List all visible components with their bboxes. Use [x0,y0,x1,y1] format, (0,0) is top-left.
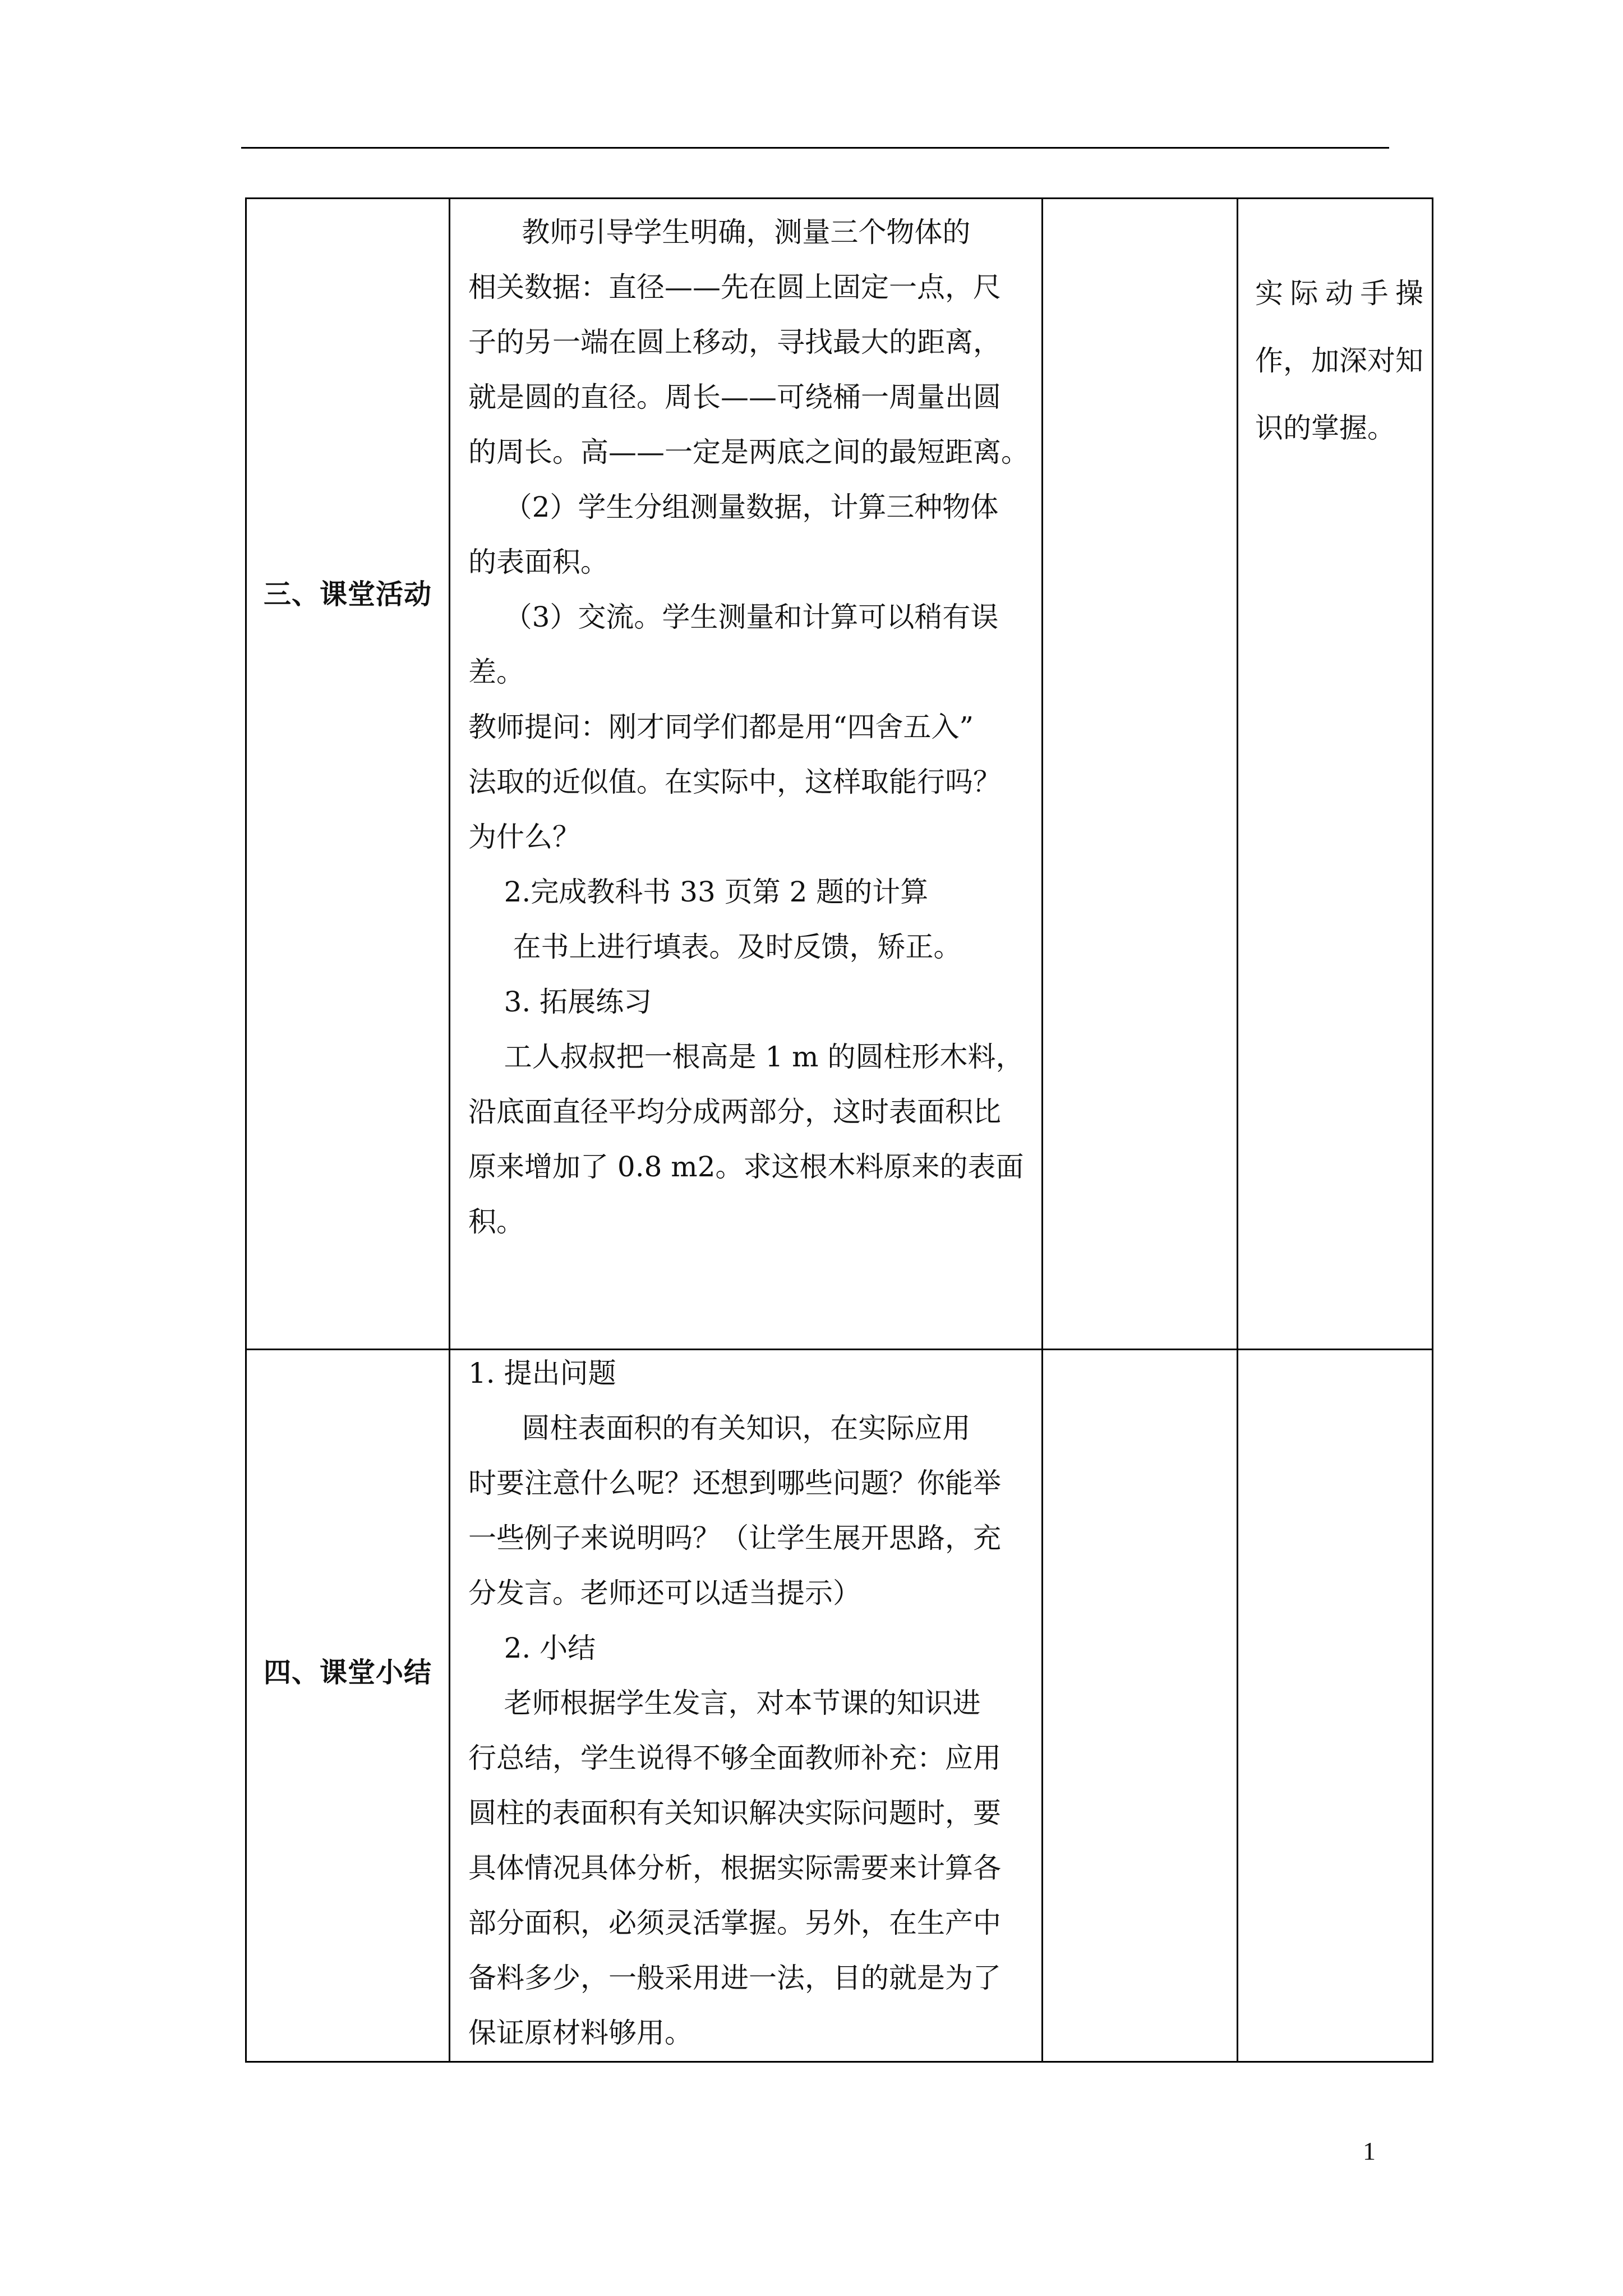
stage-label: 四、课堂小结 [263,1656,432,1688]
text-line: 2. 小结 [468,1632,596,1664]
stage-cell [246,199,450,1350]
text-line: 3. 拓展练习 [468,986,652,1018]
table-row [246,1350,1433,2062]
text-line: 为什么？ [468,821,580,853]
text-line: 教师提问：刚才同学们都是用“四舍五入” [468,711,974,743]
text-line: 法取的近似值。在实际中，这样取能行吗？ [468,766,1001,798]
header-rule [241,147,1389,149]
stage-cell [246,1350,450,2062]
text-line: 行总结，学生说得不够全面教师补充：应用 [468,1742,1001,1774]
text-line: 差。 [468,656,524,688]
content-cell [450,199,1043,1350]
text-line: 的表面积。 [468,546,608,578]
text-line: 老师根据学生发言，对本节课的知识进 [468,1687,981,1719]
text-line: 圆柱表面积的有关知识，在实际应用 [468,1412,971,1444]
design-intent-text [1255,260,1423,462]
text-line: （3）交流。学生测量和计算可以稍有误 [468,601,999,633]
stage-label: 三、课堂活动 [263,578,432,610]
text-line: 相关数据：直径——先在圆上固定一点，尺 [468,271,1001,303]
text-line: 识的掌握。 [1255,412,1395,444]
text-line: 保证原材料够用。 [468,2017,693,2049]
text-line: 积。 [468,1205,524,1238]
lesson-plan-table [245,197,1433,2063]
text-line: 工人叔叔把一根高是 1 m 的圆柱形木料， [468,1041,1024,1073]
design-intent-cell [1238,1350,1433,2062]
text-line: 圆柱的表面积有关知识解决实际问题时，要 [468,1797,1001,1829]
text-line: 教师引导学生明确，测量三个物体的 [468,216,971,249]
text-line: 时要注意什么呢？还想到哪些问题？你能举 [468,1467,1001,1499]
content-cell [450,1350,1043,2062]
text-line: 部分面积，必须灵活掌握。另外，在生产中 [468,1907,1001,1939]
text-line: 的周长。高——一定是两底之间的最短距离。 [468,436,1029,468]
text-line: 1. 提出问题 [468,1357,616,1389]
text-line: 作，加深对知 [1255,344,1423,377]
text-line: 2.完成教科书 33 页第 2 题的计算 [468,876,929,908]
text-line: 分发言。老师还可以适当提示） [468,1577,861,1609]
page-number: 1 [1363,2137,1376,2165]
text-line: 具体情况具体分析，根据实际需要来计算各 [468,1852,1001,1884]
student-activity-cell [1043,199,1238,1350]
table-row [246,199,1433,1350]
text-line: 一些例子来说明吗？（让学生展开思路，充 [468,1522,1001,1554]
text-line: 沿底面直径平均分成两部分，这时表面积比 [468,1096,1001,1128]
text-line: 在书上进行填表。及时反馈，矫正。 [468,931,962,963]
text-line: 原来增加了 0.8 m2。求这根木料原来的表面 [468,1151,1024,1183]
student-activity-cell [1043,1350,1238,2062]
text-line: （2）学生分组测量数据，计算三种物体 [468,491,999,523]
text-line: 子的另一端在圆上移动，寻找最大的距离， [468,326,1001,358]
text-line: 就是圆的直径。周长——可绕桶一周量出圆 [468,381,1001,413]
text-line: 实际动手操 [1255,277,1423,310]
text-line: 备料多少，一般采用进一法，目的就是为了 [468,1962,1001,1994]
design-intent-cell [1238,199,1433,1350]
